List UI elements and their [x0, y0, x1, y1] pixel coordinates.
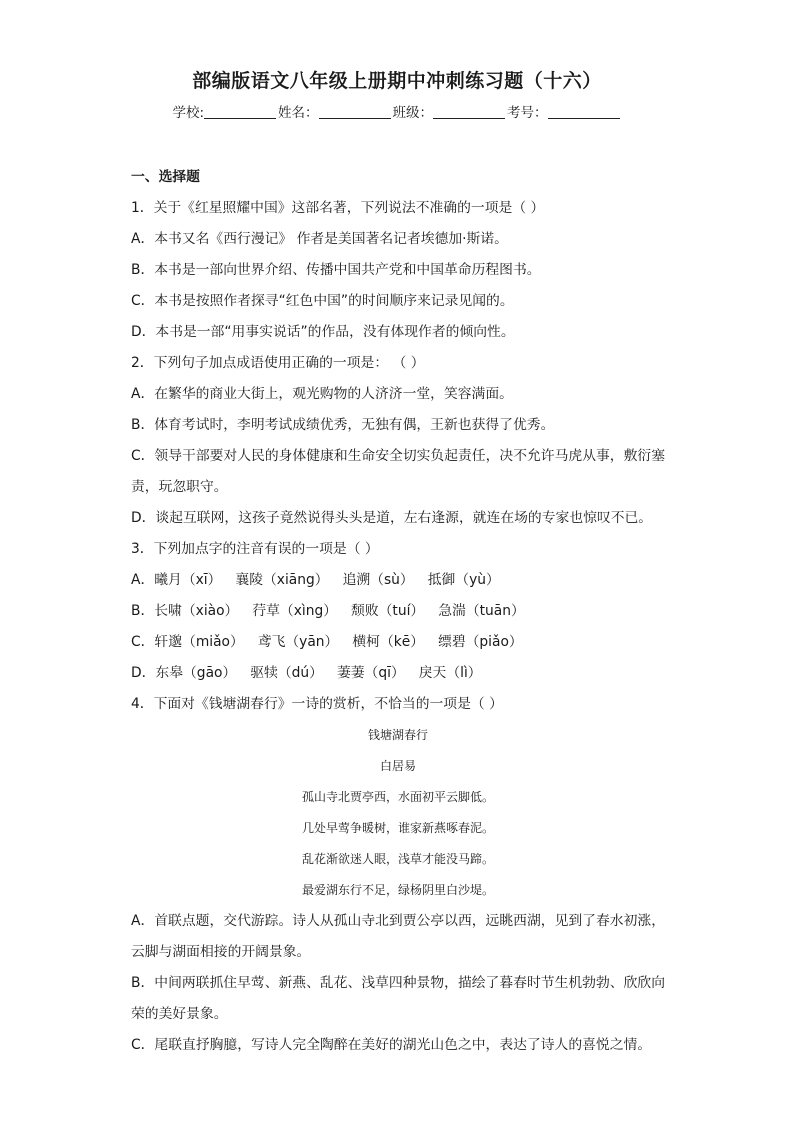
q3-a-1: A．曦月（xī）	[131, 572, 222, 588]
q4-option-b: B．中间两联抓住早莺、新燕、乱花、浅草四种景物，描绘了暮春时节生机勃勃、欣欣向荣的美好景象。	[131, 975, 665, 1022]
q3-c-3: 横柯（kē）	[352, 634, 425, 650]
q3-b-1: B．长啸（xiào）	[131, 603, 239, 619]
q3-d-4: 戾天（lì）	[418, 665, 482, 681]
q3-c-2: 鸢飞（yān）	[257, 634, 339, 650]
q4-stem: 4．下面对《钱塘湖春行》一诗的赏析，不恰当的一项是（ ）	[131, 696, 503, 712]
q2-option-c: C．领导干部要对人民的身体健康和生命安全切实负起责任，决不允许马虎从事，敷衍塞责，玩忽职守。	[131, 448, 665, 495]
q2-option-b: B．体育考试时，李明考试成绩优秀，无独有偶，王新也获得了优秀。	[131, 417, 555, 433]
q3-option-b	[131, 596, 665, 627]
q3-d-1: D．东皋（gāo）	[131, 665, 237, 681]
q3-a-4: 抵御（yù）	[427, 572, 500, 588]
q1-stem: 1．关于《红星照耀中国》这部名著，下列说法不准确的一项是（ ）	[131, 200, 545, 216]
q4-option-a: A．首联点题，交代游踪。诗人从孤山寺北到贾公亭以西，远眺西湖，见到了春水初涨，云脚与湖面相接的开阔景象。	[131, 913, 665, 960]
q3-option-a	[131, 565, 665, 596]
poem-author: 白居易	[379, 759, 416, 773]
section-title: 一、选择题	[131, 169, 200, 185]
q3-stem: 3．下列加点字的注音有误的一项是（ ）	[131, 541, 379, 557]
name-blank[interactable]	[319, 104, 391, 119]
q1-option-a: A．本书又名《西行漫记》 作者是美国著名记者埃德加·斯诺。	[131, 231, 508, 247]
q1-option-b: B．本书是一部向世界介绍、传播中国共产党和中国革命历程图书。	[131, 262, 541, 278]
poem-line: 乱花渐欲迷人眼，浅草才能没马蹄。	[301, 852, 494, 866]
exam-no-blank[interactable]	[548, 104, 620, 119]
school-blank[interactable]	[204, 104, 276, 119]
q3-a-2: 襄陵（xiāng）	[235, 572, 329, 588]
q2-stem: 2．下列句子加点成语使用正确的一项是： （ ）	[131, 355, 425, 371]
q3-c-1: C．轩邈（miǎo）	[131, 634, 244, 650]
q2-option-a: A．在繁华的商业大街上，观光购物的人济济一堂，笑容满面。	[131, 386, 513, 402]
q3-b-2: 荇草（xìng）	[252, 603, 338, 619]
q2-option-d: D．谈起互联网，这孩子竟然说得头头是道，左右逢源，就连在场的专家也惊叹不已。	[131, 510, 653, 526]
class-blank[interactable]	[433, 104, 505, 119]
name-label: 姓名：	[278, 105, 319, 121]
page-title: 部编版语文八年级上册期中冲刺练习题（十六）	[192, 70, 602, 92]
school-label: 学校:	[172, 105, 205, 121]
q3-option-d	[131, 658, 665, 689]
q3-d-2: 驱犊（dú）	[250, 665, 323, 681]
q3-c-4: 缥碧（piǎo）	[438, 634, 523, 650]
q3-b-3: 颓败（tuí）	[351, 603, 425, 619]
q3-a-3: 追溯（sù）	[342, 572, 414, 588]
exam-no-label: 考号：	[507, 105, 548, 121]
q1-option-d: D．本书是一部“用事实说话”的作品，没有体现作者的倾向性。	[131, 324, 515, 340]
student-info-line	[0, 101, 794, 121]
poem-line: 几处早莺争暖树，谁家新燕啄春泥。	[301, 821, 494, 835]
q3-option-c	[131, 627, 665, 658]
q4-option-c: C．尾联直抒胸臆，写诗人完全陶醉在美好的湖光山色之中，表达了诗人的喜悦之情。	[131, 1037, 652, 1053]
class-label: 班级：	[392, 105, 434, 121]
question-body	[131, 162, 665, 1061]
poem-line: 最爱湖东行不足，绿杨阴里白沙堤。	[301, 883, 494, 897]
poem-title: 钱塘湖春行	[367, 728, 428, 742]
q3-d-3: 萋萋（qī）	[336, 665, 405, 681]
poem-line: 孤山寺北贾亭西，水面初平云脚低。	[301, 790, 494, 804]
q3-b-4: 急湍（tuān）	[438, 603, 525, 619]
q1-option-c: C．本书是按照作者探寻“红色中国”的时间顺序来记录见闻的。	[131, 293, 514, 309]
